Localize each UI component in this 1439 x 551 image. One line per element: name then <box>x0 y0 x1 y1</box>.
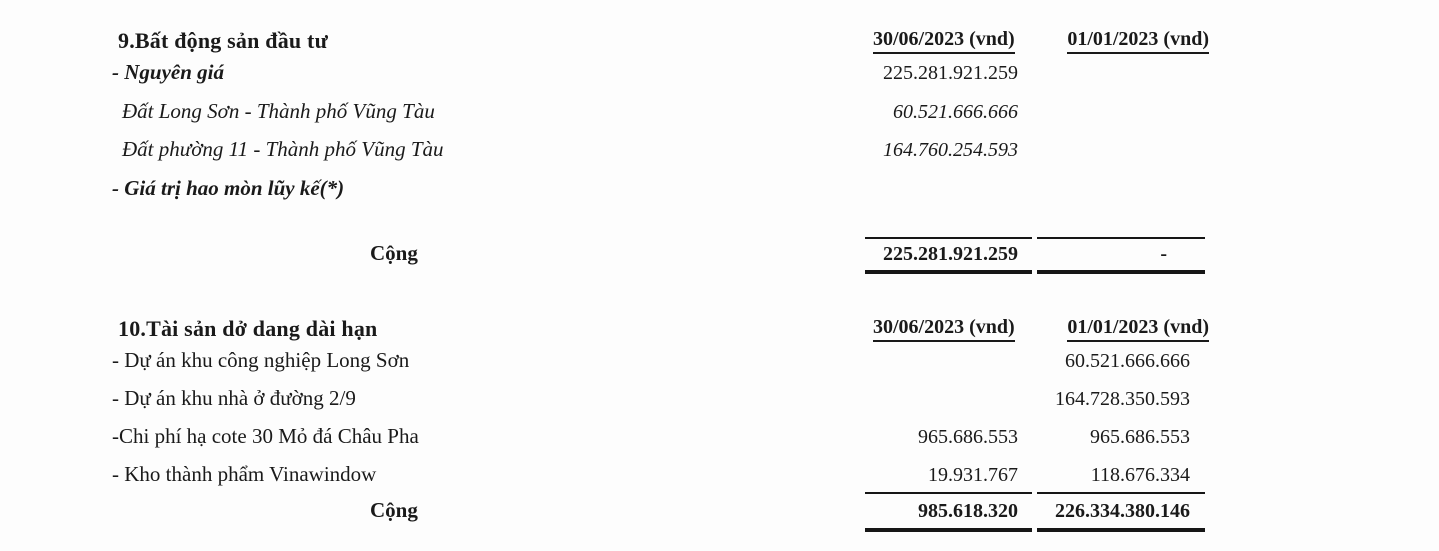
column-header-01-01-2023 <box>1043 315 1211 342</box>
column-header-01-01-2023 <box>1043 27 1211 54</box>
table-row <box>112 342 1439 380</box>
column-header-30-06-2023 <box>871 315 1038 342</box>
section-10-header-row <box>112 304 1439 342</box>
value-cell: 965.686.553 <box>918 426 1018 448</box>
section-title: 10.Tài sản dở dang dài hạn <box>118 316 378 341</box>
column-header-label: 30/06/2023 (vnd) <box>873 27 1015 54</box>
value-cell: 164.760.254.593 <box>883 139 1018 161</box>
total-value-cell: 225.281.921.259 <box>865 237 1032 274</box>
table-row <box>112 380 1439 418</box>
table-row <box>112 170 1439 208</box>
column-header-label: 30/06/2023 (vnd) <box>873 315 1015 342</box>
value-cell: 19.931.767 <box>865 458 1032 494</box>
total-value-cell: 226.334.380.146 <box>1037 494 1205 532</box>
row-label: - Dự án khu nhà ở đường 2/9 <box>112 386 356 410</box>
row-label: Đất phường 11 - Thành phố Vũng Tàu <box>122 137 444 161</box>
section-long-term-wip <box>112 304 1439 532</box>
total-label: Cộng <box>370 498 418 522</box>
total-value-cell: 985.618.320 <box>865 494 1032 532</box>
total-value-cell: - <box>1037 237 1205 274</box>
value-cell: 60.521.666.666 <box>1065 350 1190 372</box>
total-label: Cộng <box>370 241 418 265</box>
row-label: -Chi phí hạ cote 30 Mỏ đá Châu Pha <box>112 424 419 448</box>
row-label: Đất Long Sơn - Thành phố Vũng Tàu <box>122 98 435 123</box>
section-title: 9.Bất động sản đầu tư <box>118 28 328 53</box>
section-9-header-row <box>112 16 1439 54</box>
table-row <box>112 456 1439 494</box>
row-label: - Nguyên giá <box>112 60 224 84</box>
table-row <box>112 131 1439 170</box>
section-investment-property <box>112 16 1439 274</box>
column-header-label: 01/01/2023 (vnd) <box>1067 315 1209 342</box>
row-label: - Kho thành phẩm Vinawindow <box>112 462 377 486</box>
total-row <box>112 237 1439 274</box>
row-label: - Dự án khu công nghiệp Long Sơn <box>112 348 410 372</box>
column-header-30-06-2023 <box>871 27 1038 54</box>
value-cell: 164.728.350.593 <box>1055 388 1190 410</box>
value-cell: 965.686.553 <box>1090 426 1190 448</box>
total-row <box>112 494 1439 532</box>
value-cell: 225.281.921.259 <box>883 62 1018 84</box>
table-row <box>112 93 1439 132</box>
table-row <box>112 54 1439 93</box>
value-cell: 60.521.666.666 <box>893 100 1018 123</box>
column-header-label: 01/01/2023 (vnd) <box>1067 27 1209 54</box>
value-cell: 118.676.334 <box>1037 458 1205 494</box>
table-row <box>112 418 1439 456</box>
row-label: - Giá trị hao mòn lũy kế(*) <box>112 175 345 200</box>
